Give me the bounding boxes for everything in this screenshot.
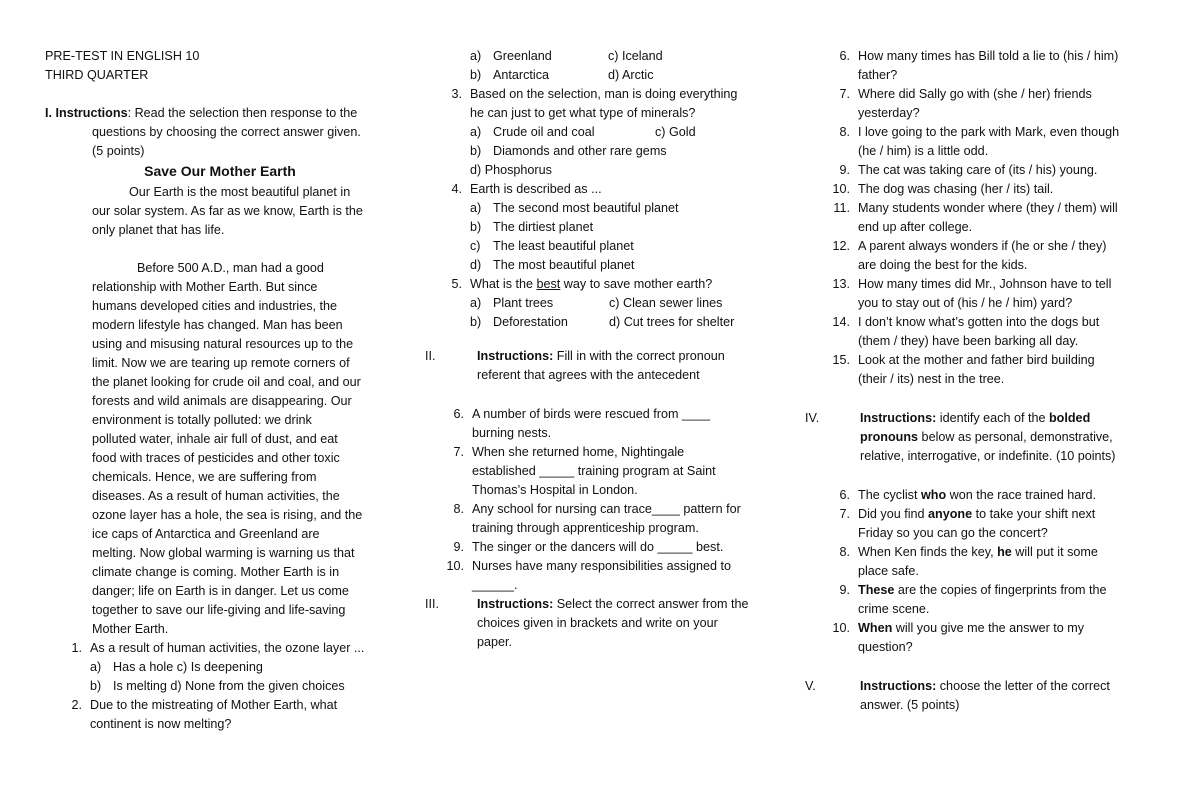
question-3: [425, 85, 785, 123]
para2-line: climate change is coming. Mother Earth is in: [92, 565, 340, 579]
section-text: choose the letter of the correct: [936, 679, 1110, 693]
item-text: Nurses have many responsibilities assigned to: [472, 559, 732, 573]
option-letter: b): [470, 220, 482, 234]
item-text: Many students wonder where (they / them) will: [858, 201, 1118, 215]
pronoun-item-15: [805, 351, 1165, 389]
item-text: Thomas’s Hospital in London.: [472, 483, 638, 497]
item-text: Any school for nursing can trace____ pattern for: [472, 502, 741, 516]
para2-line: modern lifestyle has changed. Man has been: [92, 318, 343, 332]
para1-line: only planet that has life.: [92, 223, 225, 237]
part1-instructions: [45, 104, 395, 123]
para2-line: Mother Earth.: [92, 622, 169, 636]
section-4-instructions: [805, 409, 1165, 466]
option-text: The most beautiful planet: [493, 258, 635, 272]
item-text: (their / its) nest in the tree.: [858, 372, 1005, 386]
para2-line: chemicals. Hence, we are suffering from: [92, 470, 317, 484]
item-text: Where did Sally go with (she / her) friends: [858, 87, 1092, 101]
item-text: you to stay out of (his / he / him) yard?: [858, 296, 1073, 310]
item-text: burning nests.: [472, 426, 552, 440]
option-text: Deforestation: [493, 315, 568, 329]
question-text: Earth is described as ...: [470, 182, 602, 196]
section-bold: bolded: [1048, 411, 1091, 425]
option-letter: a): [90, 660, 102, 674]
section-text: referent that agrees with the antecedent: [477, 368, 700, 382]
section-text: paper.: [477, 635, 513, 649]
option-letter: b): [470, 68, 482, 82]
option-letter: a): [470, 296, 482, 310]
q1-option-ac: [45, 658, 395, 677]
item-text: question?: [858, 640, 913, 654]
option-letter: c): [470, 239, 481, 253]
para2-line: ice caps of Antarctica and Greenland are: [92, 527, 320, 541]
section-bold: pronouns: [860, 430, 919, 444]
section-number: IV.: [805, 411, 820, 425]
item-text: I love going to the park with Mark, even though: [858, 125, 1120, 139]
section-text: choices given in brackets and write on your: [477, 616, 718, 630]
q3-option-ac: [425, 123, 785, 142]
item-number: 6.: [453, 407, 464, 421]
option-letter: a): [470, 201, 482, 215]
q3-option-d: [425, 161, 785, 180]
q2-option-bd: [425, 66, 785, 85]
item-text: Friday so you can go the concert?: [858, 526, 1048, 540]
item-number: 7.: [453, 445, 464, 459]
para2-line: danger; life on Earth is in danger. Let us come: [92, 584, 349, 598]
fill-item-10: [425, 557, 785, 595]
item-number: 6.: [839, 488, 850, 502]
section-label: Instructions:: [477, 349, 554, 363]
question-4: [425, 180, 785, 199]
item-text: (them / they) have been barking all day.: [858, 334, 1079, 348]
question-text: Due to the mistreating of Mother Earth, what: [90, 698, 338, 712]
question-text: What is the: [470, 277, 537, 291]
part1-points: (5 points): [92, 144, 145, 158]
item-text: Did you find: [858, 507, 929, 521]
question-text: he can just to get what type of minerals?: [470, 106, 696, 120]
part1-instr: : Read the selection then response to the: [127, 106, 358, 120]
passage-para2: [45, 259, 395, 639]
column-3: [805, 47, 1165, 715]
item-text: A number of birds were rescued from ____: [472, 407, 711, 421]
section-2-instructions: [425, 347, 785, 385]
option-text: The dirtiest planet: [493, 220, 594, 234]
section-text: Select the correct answer from the: [553, 597, 749, 611]
item-number: 9.: [839, 163, 850, 177]
pronoun-item-14: [805, 313, 1165, 351]
item-text: yesterday?: [858, 106, 920, 120]
item-number: 10.: [832, 182, 850, 196]
bold-pronoun: who: [920, 488, 947, 502]
item-number: 12.: [832, 239, 850, 253]
option-text: d) Cut trees for shelter: [609, 315, 735, 329]
bold-pronoun: he: [997, 545, 1012, 559]
item-number: 8.: [839, 125, 850, 139]
item-text: training through apprenticeship program.: [472, 521, 699, 535]
question-text: Based on the selection, man is doing everything: [470, 87, 738, 101]
question-2: [45, 696, 395, 734]
item-number: 11.: [833, 201, 850, 215]
pronoun-item-6: [805, 47, 1165, 85]
question-number: 4.: [451, 182, 462, 196]
section-text: relative, interrogative, or indefinite. (10 points): [860, 449, 1116, 463]
pronoun-item-12: [805, 237, 1165, 275]
q4-option-a: [425, 199, 785, 218]
pronoun-id-item-7: [805, 505, 1165, 543]
para1-line: our solar system. As far as we know, Earth is the: [92, 204, 363, 218]
section-text: identify each of the: [936, 411, 1049, 425]
para2-line: Before 500 A.D., man had a good: [137, 261, 324, 275]
item-text: will you give me the answer to my: [892, 621, 1085, 635]
para2-line: diseases. As a result of human activities, the: [92, 489, 340, 503]
item-text: are doing the best for the kids.: [858, 258, 1028, 272]
option-text: Crude oil and coal: [493, 125, 595, 139]
item-text: will put it some: [1011, 545, 1098, 559]
option-text: c) Gold: [655, 125, 696, 139]
option-text: Greenland: [493, 49, 552, 63]
option-text: The least beautiful planet: [493, 239, 634, 253]
option-text: d) Arctic: [608, 68, 654, 82]
option-letter: b): [470, 315, 482, 329]
item-text: The cyclist: [858, 488, 921, 502]
item-text: How many times did Mr., Johnson have to tell: [858, 277, 1112, 291]
section-label: Instructions:: [860, 411, 937, 425]
section-text: below as personal, demonstrative,: [918, 430, 1113, 444]
header-line-2: THIRD QUARTER: [45, 68, 149, 82]
pronoun-id-item-8: [805, 543, 1165, 581]
question-text: continent is now melting?: [90, 717, 232, 731]
q2-option-ac: [425, 47, 785, 66]
item-text: How many times has Bill told a lie to (his / him): [858, 49, 1119, 63]
q4-option-d: [425, 256, 785, 275]
item-number: 15.: [832, 353, 850, 367]
question-emphasis: best: [536, 277, 561, 291]
item-number: 8.: [453, 502, 464, 516]
option-text: d) Phosphorus: [470, 163, 552, 177]
pronoun-item-11: [805, 199, 1165, 237]
pronoun-item-8: [805, 123, 1165, 161]
bold-pronoun: anyone: [928, 507, 973, 521]
bold-pronoun: These: [858, 583, 895, 597]
para2-line: using and misusing natural resources up to the: [92, 337, 354, 351]
pronoun-item-13: [805, 275, 1165, 313]
para2-line: together to save our life-giving and life-saving: [92, 603, 346, 617]
fill-item-6: [425, 405, 785, 443]
item-text: are the copies of fingerprints from the: [894, 583, 1107, 597]
item-text: The cat was taking care of (its / his) young.: [858, 163, 1098, 177]
option-letter: b): [90, 679, 102, 693]
section-number: II.: [425, 349, 436, 363]
q5-option-ac: [425, 294, 785, 313]
section-5-instructions: [805, 677, 1165, 715]
section-label: Instructions:: [477, 597, 554, 611]
para2-line: limit. Now we are tearing up remote corners of: [92, 356, 350, 370]
item-number: 6.: [839, 49, 850, 63]
para2-line: environment is totally polluted: we drink: [92, 413, 312, 427]
bold-pronoun: When: [858, 621, 893, 635]
passage-para1: [45, 183, 395, 240]
option-letter: d): [470, 258, 482, 272]
fill-item-7: [425, 443, 785, 500]
item-text: ______.: [472, 578, 518, 592]
pronoun-id-item-9: [805, 581, 1165, 619]
item-number: 8.: [839, 545, 850, 559]
item-text: place safe.: [858, 564, 919, 578]
para2-line: relationship with Mother Earth. But since: [92, 280, 318, 294]
item-text: established _____ training program at Saint: [472, 464, 716, 478]
para2-line: forests and wild animals are disappearing. Our: [92, 394, 352, 408]
option-text: Diamonds and other rare gems: [493, 144, 667, 158]
part1-label: I. Instructions: [45, 106, 128, 120]
item-number: 10.: [446, 559, 464, 573]
item-text: to take your shift next: [972, 507, 1096, 521]
section-number: V.: [805, 679, 816, 693]
para2-line: melting. Now global warming is warning us that: [92, 546, 355, 560]
q5-option-bd: [425, 313, 785, 332]
question-number: 5.: [451, 277, 462, 291]
option-text: c) Iceland: [608, 49, 663, 63]
pronoun-item-9: [805, 161, 1165, 180]
question-number: 3.: [451, 87, 462, 101]
para2-line: the planet looking for crude oil and coal, and our: [92, 375, 361, 389]
item-text: A parent always wonders if (he or she / they): [858, 239, 1107, 253]
header-line-1: PRE-TEST IN ENGLISH 10: [45, 49, 200, 63]
option-text: Is melting d) None from the given choices: [113, 679, 345, 693]
item-text: I don’t know what’s gotten into the dogs but: [858, 315, 1100, 329]
question-number: 2.: [71, 698, 82, 712]
question-5: [425, 275, 785, 294]
pronoun-id-item-6: [805, 486, 1165, 505]
question-number: 1.: [71, 641, 82, 655]
fill-item-9: [425, 538, 785, 557]
para2-line: ozone layer has a hole, the sea is rising, and the: [92, 508, 363, 522]
pronoun-item-7: [805, 85, 1165, 123]
part1-instr-2: questions by choosing the correct answer given.: [92, 125, 361, 139]
item-number: 9.: [453, 540, 464, 554]
para2-line: polluted water, inhale air full of dust, and eat: [92, 432, 338, 446]
question-1: [45, 639, 395, 658]
item-number: 9.: [839, 583, 850, 597]
question-text: way to save mother earth?: [560, 277, 713, 291]
option-text: c) Clean sewer lines: [609, 296, 723, 310]
section-label: Instructions:: [860, 679, 937, 693]
item-text: crime scene.: [858, 602, 930, 616]
column-1: [45, 47, 395, 734]
option-letter: a): [470, 49, 482, 63]
item-number: 14.: [832, 315, 850, 329]
option-text: Has a hole c) Is deepening: [113, 660, 263, 674]
item-text: The singer or the dancers will do _____ best.: [472, 540, 724, 554]
para2-line: humans developed cities and industries, the: [92, 299, 338, 313]
option-text: Plant trees: [493, 296, 554, 310]
item-text: Look at the mother and father bird building: [858, 353, 1095, 367]
option-letter: a): [470, 125, 482, 139]
section-3-instructions: [425, 595, 785, 652]
item-number: 13.: [832, 277, 850, 291]
column-2: [425, 47, 785, 652]
item-text: father?: [858, 68, 898, 82]
fill-item-8: [425, 500, 785, 538]
pronoun-item-10: [805, 180, 1165, 199]
option-text: The second most beautiful planet: [493, 201, 679, 215]
pronoun-id-item-10: [805, 619, 1165, 657]
item-text: end up after college.: [858, 220, 973, 234]
para1-line: Our Earth is the most beautiful planet in: [129, 185, 351, 199]
item-text: won the race trained hard.: [946, 488, 1096, 502]
item-number: 10.: [832, 621, 850, 635]
item-number: 7.: [839, 87, 850, 101]
para2-line: food with traces of pesticides and other toxic: [92, 451, 340, 465]
section-number: III.: [425, 597, 439, 611]
section-text: answer. (5 points): [860, 698, 960, 712]
q4-option-c: [425, 237, 785, 256]
item-text: When she returned home, Nightingale: [472, 445, 685, 459]
q3-option-b: [425, 142, 785, 161]
q4-option-b: [425, 218, 785, 237]
item-text: (he / him) is a little odd.: [858, 144, 989, 158]
item-text: The dog was chasing (her / its) tail.: [858, 182, 1054, 196]
option-text: Antarctica: [493, 68, 549, 82]
section-text: Fill in with the correct pronoun: [553, 349, 725, 363]
question-text: As a result of human activities, the ozone layer ...: [90, 641, 365, 655]
item-text: When Ken finds the key,: [858, 545, 998, 559]
option-letter: b): [470, 144, 482, 158]
q1-option-bd: [45, 677, 395, 696]
passage-title: Save Our Mother Earth: [144, 163, 296, 179]
item-number: 7.: [839, 507, 850, 521]
